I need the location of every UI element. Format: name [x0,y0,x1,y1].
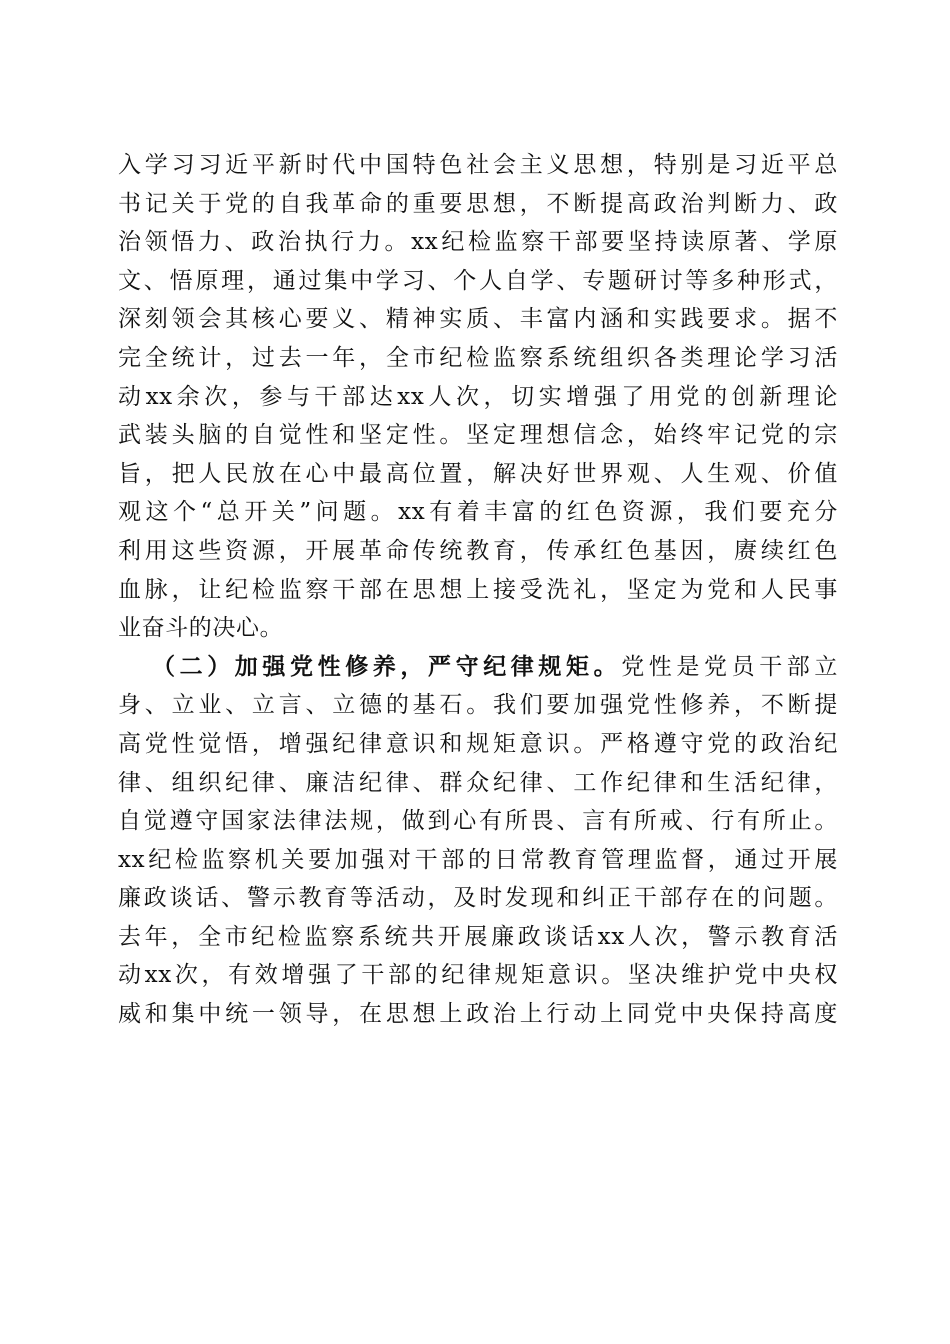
paragraph-last-line: 业奋斗的决心。 [118,615,284,642]
paragraph-line: 治领悟力、政治执行力。xx纪检监察干部要坚持读原著、学原 [118,229,838,256]
paragraph-line: 动xx次，有效增强了干部的纪律规矩意识。坚决维护党中央权 [118,962,838,989]
paragraph-line: 利用这些资源，开展革命传统教育，传承红色基因，赓续红色 [118,537,838,564]
section-heading: （二）加强党性修养，严守纪律规矩。 [152,652,622,680]
paragraph-line: 威和集中统一领导，在思想上政治上行动上同党中央保持高度 [118,1001,838,1028]
paragraph-line: 自觉遵守国家法律法规，做到心有所畏、言有所戒、行有所止。 [118,808,838,835]
paragraph-line: xx纪检监察机关要加强对干部的日常教育管理监督，通过开展 [118,846,838,873]
paragraph-line: 文、悟原理，通过集中学习、个人自学、专题研讨等多种形式， [118,267,838,294]
paragraph-line: 观这个“总开关”问题。xx有着丰富的红色资源，我们要充分 [118,499,838,526]
paragraph-line: 廉政谈话、警示教育等活动，及时发现和纠正干部存在的问题。 [118,885,838,912]
paragraph-line: 武装头脑的自觉性和坚定性。坚定理想信念，始终牢记党的宗 [118,422,838,449]
paragraph-line: 身、立业、立言、立德的基石。我们要加强党性修养，不断提 [118,692,838,719]
paragraph-line: 去年，全市纪检监察系统共开展廉政谈话xx人次，警示教育活 [118,923,838,950]
paragraph-line: 书记关于党的自我革命的重要思想，不断提高政治判断力、政 [118,190,838,217]
paragraph-line: 血脉，让纪检监察干部在思想上接受洗礼，坚定为党和人民事 [118,576,838,603]
section-heading-continuation: 党性是党员干部立 [621,653,838,680]
section-heading-line [118,648,838,687]
paragraph-line: 高党性觉悟，增强纪律意识和规矩意识。严格遵守党的政治纪 [118,730,838,757]
body-text [118,146,838,1034]
paragraph-line: 完全统计，过去一年，全市纪检监察系统组织各类理论学习活 [118,344,838,371]
paragraph-line: 律、组织纪律、廉洁纪律、群众纪律、工作纪律和生活纪律， [118,769,838,796]
paragraph-line: 旨，把人民放在心中最高位置，解决好世界观、人生观、价值 [118,460,838,487]
paragraph-line: 入学习习近平新时代中国特色社会主义思想，特别是习近平总 [118,152,838,178]
paragraph-line: 深刻领会其核心要义、精神实质、丰富内涵和实践要求。据不 [118,306,838,333]
paragraph-line: 动xx余次，参与干部达xx人次，切实增强了用党的创新理论 [118,383,838,410]
